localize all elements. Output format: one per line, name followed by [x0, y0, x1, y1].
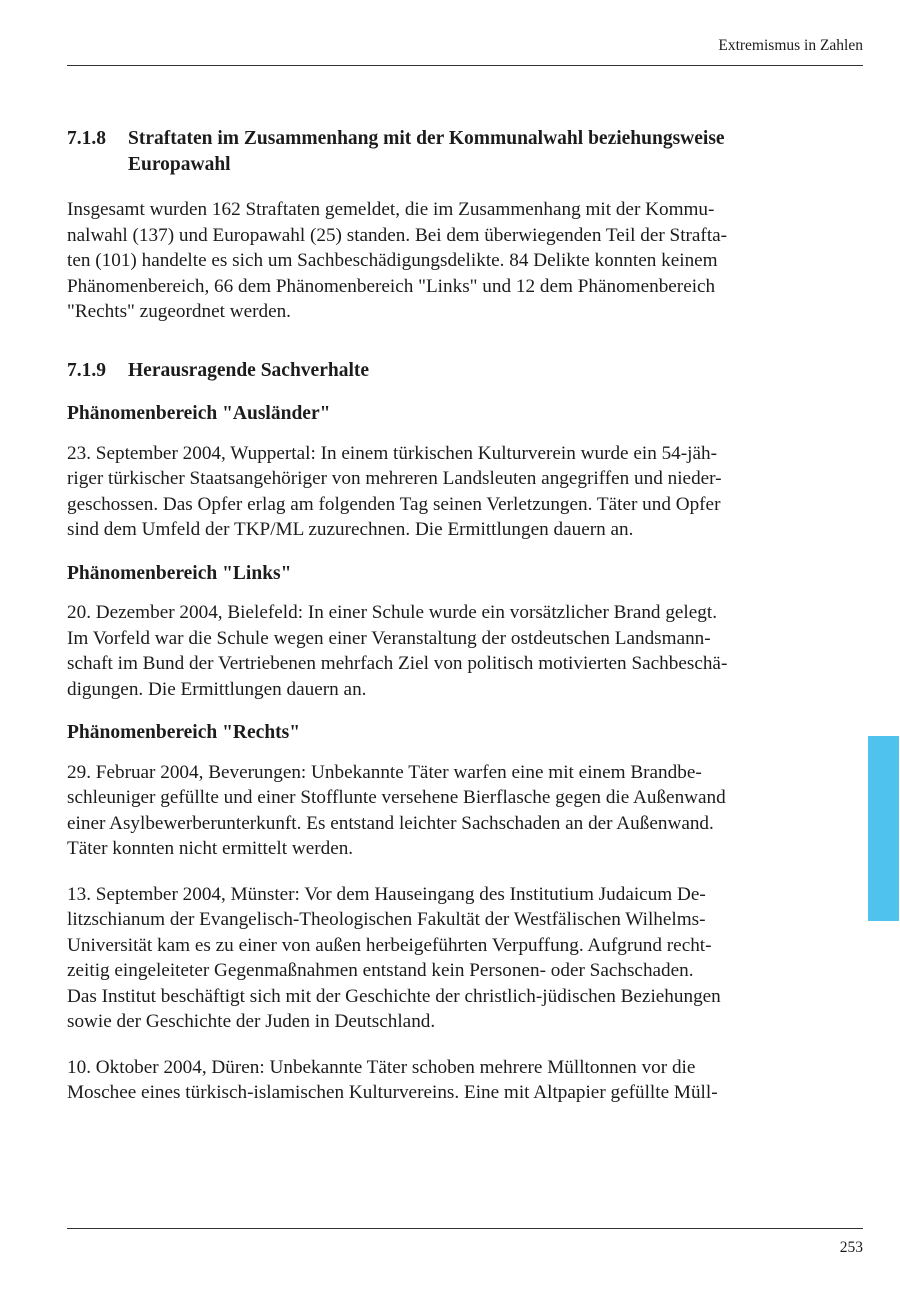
section-heading-7-1-9	[67, 358, 827, 384]
running-header-title: Extremismus in Zahlen	[718, 37, 863, 54]
section-title-line: Straftaten im Zusammenhang mit der Kommunalwahl beziehungsweise	[128, 128, 725, 149]
text-line: zeitig eingeleiteter Gegenmaßnahmen entstand kein Personen- oder Sachschaden.	[67, 960, 694, 981]
text-line: 20. Dezember 2004, Bielefeld: In einer Schule wurde ein vorsätzlicher Brand gelegt.	[67, 602, 718, 623]
text-line: Universität kam es zu einer von außen herbeigeführten Verpuffung. Aufgrund recht-	[67, 934, 712, 956]
text-line: riger türkischer Staatsangehöriger von mehreren Landsleuten angegriffen und nieder-	[67, 468, 722, 489]
page-content	[67, 126, 827, 1106]
text-line: geschossen. Das Opfer erlag am folgenden Tag seinen Verletzungen. Täter und Opfer	[67, 493, 721, 515]
section-title	[128, 126, 827, 177]
paragraph-kommunalwahl	[67, 197, 827, 325]
subheading-rechts: Phänomenbereich "Rechts"	[67, 722, 301, 743]
section-title: Herausragende Sachverhalte	[128, 359, 370, 381]
text-line: ten (101) handelte es sich um Sachbeschädigungsdelikte. 84 Delikte konnten keinem	[67, 250, 718, 271]
section-title-line: Europawahl	[128, 153, 231, 175]
text-line: litzschianum der Evangelisch-Theologischen Fakultät der Westfälischen Wilhelms-	[67, 909, 706, 930]
text-line: digungen. Die Ermittlungen dauern an.	[67, 678, 367, 700]
text-line: sowie der Geschichte der Juden in Deutschland.	[67, 1011, 436, 1032]
section-heading-7-1-8	[67, 126, 827, 177]
paragraph-wuppertal	[67, 441, 827, 543]
footer-divider	[67, 1228, 863, 1229]
text-line: Täter konnten nicht ermittelt werden.	[67, 838, 354, 859]
section-number: 7.1.8	[67, 128, 106, 149]
text-line: Im Vorfeld war die Schule wegen einer Veranstaltung der ostdeutschen Landsmann-	[67, 627, 711, 649]
text-line: schleuniger gefüllte und einer Stofflunte versehene Bierflasche gegen die Außenwand	[67, 787, 726, 808]
text-line: 13. September 2004, Münster: Vor dem Hauseingang des Institutium Judaicum De-	[67, 883, 706, 905]
paragraph-bielefeld	[67, 600, 827, 702]
text-line: Phänomenbereich, 66 dem Phänomenbereich "Links" und 12 dem Phänomenbereich	[67, 275, 716, 297]
subheading-links: Phänomenbereich "Links"	[67, 562, 292, 584]
paragraph-muenster	[67, 882, 827, 1035]
text-line: schaft im Bund der Vertriebenen mehrfach Ziel von politisch motivierten Sachbeschä-	[67, 653, 728, 674]
text-line: Insgesamt wurden 162 Straftaten gemeldet, die im Zusammenhang mit der Kommu-	[67, 199, 715, 220]
subheading-auslaender: Phänomenbereich "Ausländer"	[67, 403, 331, 424]
text-line: 23. September 2004, Wuppertal: In einem türkischen Kulturverein wurde ein 54-jäh-	[67, 442, 717, 464]
text-line: nalwahl (137) und Europawahl (25) standen. Bei dem überwiegenden Teil der Strafta-	[67, 224, 728, 246]
text-line: sind dem Umfeld der TKP/ML zuzurechnen. Die Ermittlungen dauern an.	[67, 519, 634, 540]
text-line: 10. Oktober 2004, Düren: Unbekannte Täter schoben mehrere Mülltonnen vor die	[67, 1056, 696, 1078]
paragraph-dueren	[67, 1055, 827, 1106]
text-line: Moschee eines türkisch-islamischen Kulturvereins. Eine mit Altpapier gefüllte Müll-	[67, 1082, 718, 1103]
text-line: einer Asylbewerberunterkunft. Es entstand leichter Sachschaden an der Außenwand.	[67, 812, 714, 834]
chapter-side-tab	[868, 736, 899, 921]
text-line: 29. Februar 2004, Beverungen: Unbekannte Täter warfen eine mit einem Brandbe-	[67, 761, 702, 783]
page-number: 253	[839, 1239, 863, 1256]
text-line: Das Institut beschäftigt sich mit der Geschichte der christlich-jüdischen Beziehungen	[67, 985, 721, 1007]
section-number: 7.1.9	[67, 359, 106, 381]
header-divider	[67, 65, 863, 66]
text-line: "Rechts" zugeordnet werden.	[67, 301, 291, 322]
paragraph-beverungen	[67, 760, 827, 862]
